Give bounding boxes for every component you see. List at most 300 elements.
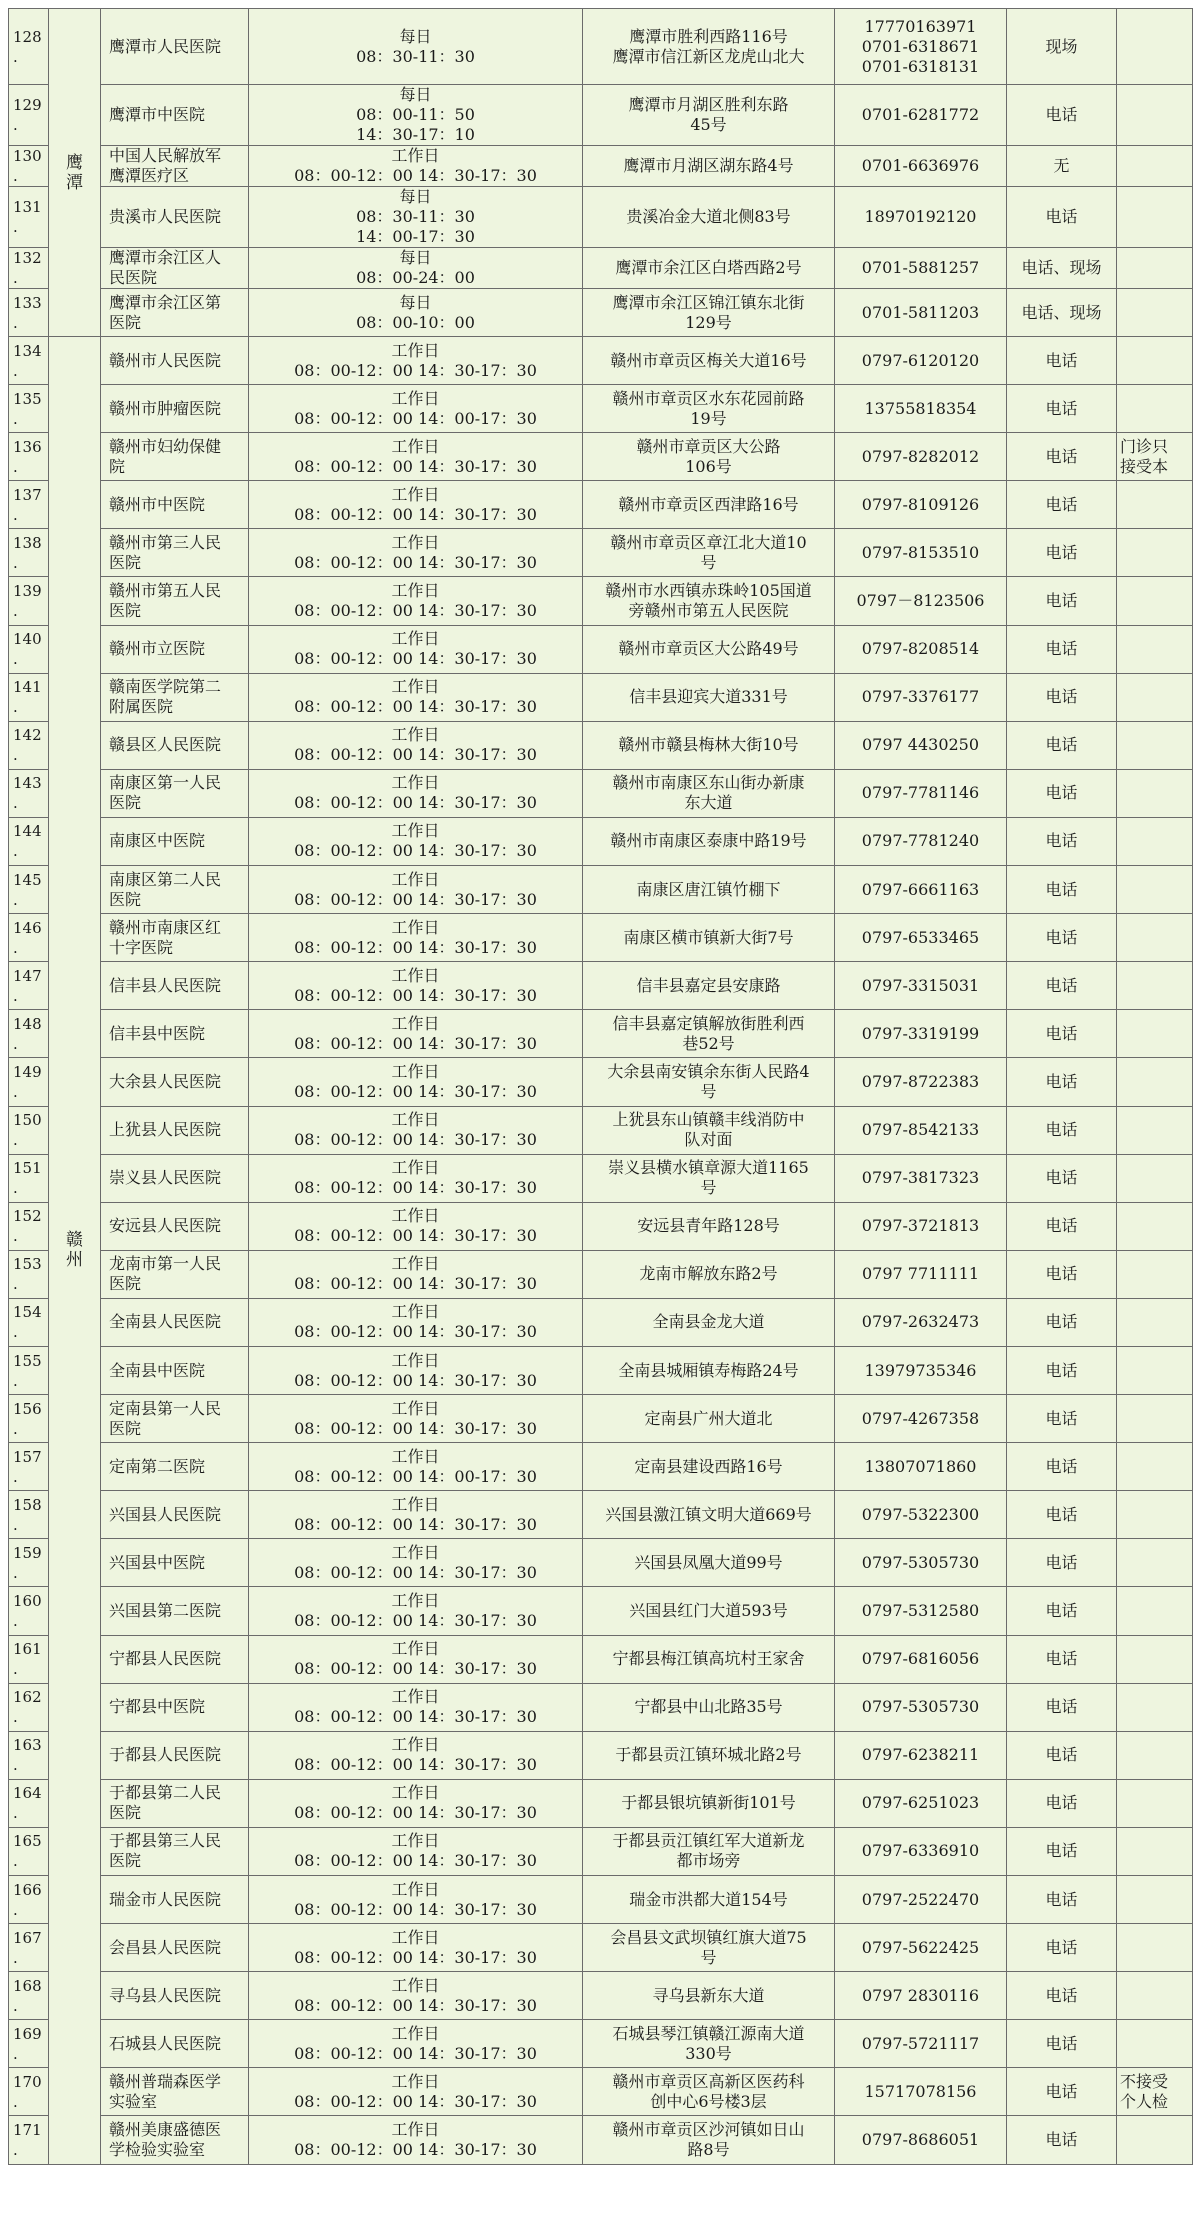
table-row — [9, 385, 1193, 433]
row-number: 164 . — [9, 1779, 49, 1827]
remark — [1117, 1587, 1193, 1635]
table-row — [9, 1587, 1193, 1635]
booking-method: 无 — [1007, 146, 1117, 187]
service-hours: 工作日 08：00-12：00 14：30-17：30 — [249, 433, 583, 481]
hospital-address: 于都县贡江镇环城北路2号 — [583, 1731, 835, 1779]
hospital-name: 鹰潭市余江区第 医院 — [101, 289, 249, 337]
booking-method: 电话 — [1007, 1539, 1117, 1587]
hospital-name: 赣州市人民医院 — [101, 337, 249, 385]
hospital-name: 赣州市妇幼保健 院 — [101, 433, 249, 481]
contact-phone: 0797-3817323 — [835, 1154, 1007, 1202]
hospital-address: 南康区唐江镇竹棚下 — [583, 866, 835, 914]
hospital-name: 鹰潭市人民医院 — [101, 9, 249, 85]
remark — [1117, 337, 1193, 385]
booking-method: 电话 — [1007, 1491, 1117, 1539]
row-number: 133 . — [9, 289, 49, 337]
hospital-address: 宁都县梅江镇高坑村王家舍 — [583, 1635, 835, 1683]
row-number: 150 . — [9, 1106, 49, 1154]
service-hours: 工作日 08：00-12：00 14：30-17：30 — [249, 769, 583, 817]
row-number: 128 . — [9, 9, 49, 85]
city-name: 赣 州 — [49, 337, 101, 2165]
hospital-name: 赣县区人民医院 — [101, 721, 249, 769]
table-body — [9, 9, 1193, 2165]
table-row — [9, 1346, 1193, 1394]
hospital-address: 于都县银坑镇新街101号 — [583, 1779, 835, 1827]
table-row — [9, 433, 1193, 481]
hospital-name: 赣州市第五人民 医院 — [101, 577, 249, 625]
remark — [1117, 385, 1193, 433]
hospital-address: 兴国县红门大道593号 — [583, 1587, 835, 1635]
row-number: 169 . — [9, 2020, 49, 2068]
contact-phone: 0797-2632473 — [835, 1298, 1007, 1346]
row-number: 149 . — [9, 1058, 49, 1106]
contact-phone: 0797-2522470 — [835, 1876, 1007, 1924]
row-number: 171 . — [9, 2116, 49, 2164]
remark: 不接受 个人检 — [1117, 2068, 1193, 2116]
hospital-name: 赣州市南康区红 十字医院 — [101, 914, 249, 962]
hospital-name: 赣州美康盛德医 学检验实验室 — [101, 2116, 249, 2164]
table-row — [9, 866, 1193, 914]
table-row — [9, 337, 1193, 385]
remark — [1117, 1250, 1193, 1298]
table-row — [9, 1731, 1193, 1779]
row-number: 135 . — [9, 385, 49, 433]
service-hours: 工作日 08：00-12：00 14：30-17：30 — [249, 1876, 583, 1924]
hospital-name: 兴国县中医院 — [101, 1539, 249, 1587]
row-number: 145 . — [9, 866, 49, 914]
remark — [1117, 577, 1193, 625]
table-row — [9, 1827, 1193, 1875]
remark — [1117, 673, 1193, 721]
hospital-address: 赣州市章贡区大公路 106号 — [583, 433, 835, 481]
booking-method: 电话 — [1007, 1779, 1117, 1827]
remark — [1117, 1202, 1193, 1250]
hospital-name: 宁都县中医院 — [101, 1683, 249, 1731]
hospital-address: 安远县青年路128号 — [583, 1202, 835, 1250]
row-number: 130 . — [9, 146, 49, 187]
booking-method: 电话 — [1007, 577, 1117, 625]
service-hours: 工作日 08：00-12：00 14：30-17：30 — [249, 914, 583, 962]
remark — [1117, 1106, 1193, 1154]
contact-phone: 0797-8153510 — [835, 529, 1007, 577]
hospital-table — [8, 8, 1192, 2165]
booking-method: 电话 — [1007, 625, 1117, 673]
hospital-name: 全南县中医院 — [101, 1346, 249, 1394]
service-hours: 工作日 08：00-12：00 14：30-17：30 — [249, 673, 583, 721]
table-row — [9, 2068, 1193, 2116]
row-number: 154 . — [9, 1298, 49, 1346]
service-hours: 工作日 08：00-12：00 14：30-17：30 — [249, 1154, 583, 1202]
contact-phone: 13755818354 — [835, 385, 1007, 433]
row-number: 141 . — [9, 673, 49, 721]
hospital-name: 鹰潭市余江区人 民医院 — [101, 248, 249, 289]
contact-phone: 0701-6281772 — [835, 85, 1007, 146]
row-number: 143 . — [9, 769, 49, 817]
booking-method: 电话 — [1007, 1827, 1117, 1875]
remark — [1117, 625, 1193, 673]
service-hours: 工作日 08：00-12：00 14：30-17：30 — [249, 2116, 583, 2164]
service-hours: 工作日 08：00-12：00 14：30-17：30 — [249, 866, 583, 914]
service-hours: 工作日 08：00-12：00 14：30-17：30 — [249, 577, 583, 625]
contact-phone: 0797-5305730 — [835, 1683, 1007, 1731]
table-row — [9, 9, 1193, 85]
hospital-address: 会昌县文武坝镇红旗大道75 号 — [583, 1924, 835, 1972]
row-number: 153 . — [9, 1250, 49, 1298]
table-row — [9, 2116, 1193, 2164]
hospital-address: 兴国县激江镇文明大道669号 — [583, 1491, 835, 1539]
hospital-address: 南康区横市镇新大街7号 — [583, 914, 835, 962]
hospital-name: 贵溪市人民医院 — [101, 187, 249, 248]
hospital-address: 寻乌县新东大道 — [583, 1972, 835, 2020]
service-hours: 工作日 08：00-12：00 14：30-17：30 — [249, 1298, 583, 1346]
table-row — [9, 1058, 1193, 1106]
row-number: 147 . — [9, 962, 49, 1010]
service-hours: 工作日 08：00-12：00 14：30-17：30 — [249, 625, 583, 673]
hospital-name: 兴国县人民医院 — [101, 1491, 249, 1539]
hospital-address: 赣州市章贡区章江北大道10 号 — [583, 529, 835, 577]
remark — [1117, 1491, 1193, 1539]
remark — [1117, 1298, 1193, 1346]
service-hours: 工作日 08：00-12：00 14：30-17：30 — [249, 1010, 583, 1058]
table-row — [9, 1395, 1193, 1443]
row-number: 155 . — [9, 1346, 49, 1394]
contact-phone: 0797-8208514 — [835, 625, 1007, 673]
remark — [1117, 1346, 1193, 1394]
booking-method: 电话 — [1007, 337, 1117, 385]
hospital-name: 崇义县人民医院 — [101, 1154, 249, 1202]
hospital-address: 全南县城厢镇寿梅路24号 — [583, 1346, 835, 1394]
row-number: 167 . — [9, 1924, 49, 1972]
row-number: 168 . — [9, 1972, 49, 2020]
contact-phone: 13979735346 — [835, 1346, 1007, 1394]
row-number: 144 . — [9, 817, 49, 865]
hospital-name: 定南第二医院 — [101, 1443, 249, 1491]
remark — [1117, 248, 1193, 289]
service-hours: 工作日 08：00-12：00 14：30-17：30 — [249, 962, 583, 1010]
hospital-name: 石城县人民医院 — [101, 2020, 249, 2068]
table-row — [9, 1635, 1193, 1683]
contact-phone: 0797-6238211 — [835, 1731, 1007, 1779]
remark — [1117, 1058, 1193, 1106]
hospital-address: 定南县广州大道北 — [583, 1395, 835, 1443]
hospital-address: 上犹县东山镇赣丰线消防中 队对面 — [583, 1106, 835, 1154]
hospital-address: 石城县琴江镇赣江源南大道 330号 — [583, 2020, 835, 2068]
row-number: 134 . — [9, 337, 49, 385]
service-hours: 工作日 08：00-12：00 14：30-17：30 — [249, 1106, 583, 1154]
row-number: 140 . — [9, 625, 49, 673]
hospital-address: 鹰潭市胜利西路116号 鹰潭市信江新区龙虎山北大 — [583, 9, 835, 85]
city-name: 鹰 潭 — [49, 9, 101, 337]
booking-method: 电话 — [1007, 529, 1117, 577]
hospital-name: 赣南医学院第二 附属医院 — [101, 673, 249, 721]
hospital-address: 兴国县凤凰大道99号 — [583, 1539, 835, 1587]
remark — [1117, 1779, 1193, 1827]
booking-method: 电话 — [1007, 866, 1117, 914]
service-hours: 工作日 08：00-12：00 14：00-17：30 — [249, 1443, 583, 1491]
table-row — [9, 2020, 1193, 2068]
contact-phone: 0701-6636976 — [835, 146, 1007, 187]
hospital-name: 鹰潭市中医院 — [101, 85, 249, 146]
hospital-address: 信丰县迎宾大道331号 — [583, 673, 835, 721]
hospital-address: 赣州市赣县梅林大街10号 — [583, 721, 835, 769]
table-row — [9, 962, 1193, 1010]
table-row — [9, 1202, 1193, 1250]
remark — [1117, 1443, 1193, 1491]
hospital-address: 宁都县中山北路35号 — [583, 1683, 835, 1731]
table-row — [9, 146, 1193, 187]
remark — [1117, 769, 1193, 817]
contact-phone: 0797-5305730 — [835, 1539, 1007, 1587]
remark — [1117, 1010, 1193, 1058]
remark — [1117, 1827, 1193, 1875]
remark — [1117, 1635, 1193, 1683]
contact-phone: 0797-6120120 — [835, 337, 1007, 385]
contact-phone: 0797-4267358 — [835, 1395, 1007, 1443]
service-hours: 工作日 08：00-12：00 14：30-17：30 — [249, 817, 583, 865]
table-row — [9, 187, 1193, 248]
hospital-name: 于都县第三人民 医院 — [101, 1827, 249, 1875]
table-row — [9, 1972, 1193, 2020]
service-hours: 工作日 08：00-12：00 14：30-17：30 — [249, 1346, 583, 1394]
hospital-name: 定南县第一人民 医院 — [101, 1395, 249, 1443]
booking-method: 电话 — [1007, 817, 1117, 865]
booking-method: 电话 — [1007, 385, 1117, 433]
service-hours: 工作日 08：00-12：00 14：30-17：30 — [249, 1779, 583, 1827]
row-number: 139 . — [9, 577, 49, 625]
remark — [1117, 187, 1193, 248]
booking-method: 电话、现场 — [1007, 248, 1117, 289]
hospital-address: 赣州市南康区东山街办新康 东大道 — [583, 769, 835, 817]
contact-phone: 0797-8109126 — [835, 481, 1007, 529]
booking-method: 电话 — [1007, 1010, 1117, 1058]
booking-method: 电话 — [1007, 1202, 1117, 1250]
service-hours: 每日 08：30-11：30 — [249, 9, 583, 85]
hospital-address: 龙南市解放东路2号 — [583, 1250, 835, 1298]
contact-phone: 0797-6336910 — [835, 1827, 1007, 1875]
service-hours: 工作日 08：00-12：00 14：30-17：30 — [249, 1058, 583, 1106]
remark — [1117, 2020, 1193, 2068]
service-hours: 工作日 08：00-12：00 14：30-17：30 — [249, 2068, 583, 2116]
contact-phone: 0797-8282012 — [835, 433, 1007, 481]
row-number: 132 . — [9, 248, 49, 289]
row-number: 142 . — [9, 721, 49, 769]
booking-method: 电话 — [1007, 1924, 1117, 1972]
booking-method: 电话 — [1007, 1731, 1117, 1779]
table-row — [9, 1683, 1193, 1731]
hospital-address: 定南县建设西路16号 — [583, 1443, 835, 1491]
booking-method: 电话 — [1007, 1154, 1117, 1202]
remark — [1117, 1731, 1193, 1779]
contact-phone: 0797 7711111 — [835, 1250, 1007, 1298]
row-number: 159 . — [9, 1539, 49, 1587]
row-number: 146 . — [9, 914, 49, 962]
booking-method: 电话 — [1007, 481, 1117, 529]
hospital-name: 信丰县中医院 — [101, 1010, 249, 1058]
hospital-name: 南康区中医院 — [101, 817, 249, 865]
booking-method: 电话 — [1007, 187, 1117, 248]
table-row — [9, 914, 1193, 962]
contact-phone: 0797-8542133 — [835, 1106, 1007, 1154]
service-hours: 工作日 08：00-12：00 14：30-17：30 — [249, 146, 583, 187]
remark — [1117, 289, 1193, 337]
contact-phone: 0797－8123506 — [835, 577, 1007, 625]
contact-phone: 0797-7781146 — [835, 769, 1007, 817]
booking-method: 电话 — [1007, 85, 1117, 146]
service-hours: 工作日 08：00-12：00 14：30-17：30 — [249, 481, 583, 529]
booking-method: 电话 — [1007, 769, 1117, 817]
hospital-address: 信丰县嘉定镇解放街胜利西 巷52号 — [583, 1010, 835, 1058]
booking-method: 电话 — [1007, 673, 1117, 721]
table-row — [9, 1010, 1193, 1058]
contact-phone: 0797-3721813 — [835, 1202, 1007, 1250]
contact-phone: 0797-7781240 — [835, 817, 1007, 865]
booking-method: 电话 — [1007, 1058, 1117, 1106]
table-row — [9, 248, 1193, 289]
service-hours: 工作日 08：00-12：00 14：30-17：30 — [249, 1395, 583, 1443]
hospital-address: 赣州市章贡区大公路49号 — [583, 625, 835, 673]
hospital-name: 赣州市肿瘤医院 — [101, 385, 249, 433]
hospital-address: 赣州市章贡区高新区医药科 创中心6号楼3层 — [583, 2068, 835, 2116]
remark — [1117, 2116, 1193, 2164]
service-hours: 工作日 08：00-12：00 14：30-17：30 — [249, 1587, 583, 1635]
service-hours: 工作日 08：00-12：00 14：30-17：30 — [249, 529, 583, 577]
hospital-name: 瑞金市人民医院 — [101, 1876, 249, 1924]
table-row — [9, 1924, 1193, 1972]
booking-method: 电话 — [1007, 2020, 1117, 2068]
booking-method: 电话 — [1007, 1635, 1117, 1683]
hospital-name: 龙南市第一人民 医院 — [101, 1250, 249, 1298]
row-number: 170 . — [9, 2068, 49, 2116]
hospital-address: 瑞金市洪都大道154号 — [583, 1876, 835, 1924]
service-hours: 工作日 08：00-12：00 14：30-17：30 — [249, 1972, 583, 2020]
table-row — [9, 1298, 1193, 1346]
booking-method: 电话 — [1007, 1106, 1117, 1154]
row-number: 165 . — [9, 1827, 49, 1875]
service-hours: 工作日 08：00-12：00 14：30-17：30 — [249, 1683, 583, 1731]
row-number: 137 . — [9, 481, 49, 529]
table-row — [9, 1539, 1193, 1587]
hospital-address: 贵溪冶金大道北侧83号 — [583, 187, 835, 248]
booking-method: 电话 — [1007, 1683, 1117, 1731]
row-number: 161 . — [9, 1635, 49, 1683]
contact-phone: 0797 4430250 — [835, 721, 1007, 769]
hospital-address: 全南县金龙大道 — [583, 1298, 835, 1346]
service-hours: 每日 08：00-11：50 14：30-17：10 — [249, 85, 583, 146]
contact-phone: 0797-5721117 — [835, 2020, 1007, 2068]
booking-method: 电话 — [1007, 433, 1117, 481]
hospital-name: 会昌县人民医院 — [101, 1924, 249, 1972]
booking-method: 电话 — [1007, 1587, 1117, 1635]
table-row — [9, 1779, 1193, 1827]
contact-phone: 15717078156 — [835, 2068, 1007, 2116]
remark — [1117, 85, 1193, 146]
row-number: 162 . — [9, 1683, 49, 1731]
table-row — [9, 1154, 1193, 1202]
remark — [1117, 1972, 1193, 2020]
hospital-name: 全南县人民医院 — [101, 1298, 249, 1346]
table-row — [9, 817, 1193, 865]
contact-phone: 0797-8722383 — [835, 1058, 1007, 1106]
contact-phone: 0797-8686051 — [835, 2116, 1007, 2164]
row-number: 129 . — [9, 85, 49, 146]
booking-method: 电话 — [1007, 1443, 1117, 1491]
hospital-address: 赣州市章贡区西津路16号 — [583, 481, 835, 529]
row-number: 163 . — [9, 1731, 49, 1779]
remark — [1117, 1539, 1193, 1587]
table-row — [9, 673, 1193, 721]
service-hours: 工作日 08：00-12：00 14：30-17：30 — [249, 337, 583, 385]
contact-phone: 0797-5312580 — [835, 1587, 1007, 1635]
hospital-address: 赣州市章贡区水东花园前路 19号 — [583, 385, 835, 433]
contact-phone: 0701-5881257 — [835, 248, 1007, 289]
hospital-name: 寻乌县人民医院 — [101, 1972, 249, 2020]
hospital-name: 于都县人民医院 — [101, 1731, 249, 1779]
hospital-name: 大余县人民医院 — [101, 1058, 249, 1106]
service-hours: 工作日 08：00-12：00 14：30-17：30 — [249, 2020, 583, 2068]
booking-method: 电话 — [1007, 1395, 1117, 1443]
table-row — [9, 769, 1193, 817]
booking-method: 现场 — [1007, 9, 1117, 85]
contact-phone: 0797-6533465 — [835, 914, 1007, 962]
service-hours: 每日 08：00-10：00 — [249, 289, 583, 337]
remark — [1117, 1154, 1193, 1202]
hospital-name: 信丰县人民医院 — [101, 962, 249, 1010]
remark — [1117, 866, 1193, 914]
remark: 门诊只 接受本 — [1117, 433, 1193, 481]
row-number: 151 . — [9, 1154, 49, 1202]
service-hours: 工作日 08：00-12：00 14：30-17：30 — [249, 1539, 583, 1587]
row-number: 158 . — [9, 1491, 49, 1539]
hospital-name: 南康区第一人民 医院 — [101, 769, 249, 817]
booking-method: 电话 — [1007, 1876, 1117, 1924]
table-row — [9, 577, 1193, 625]
contact-phone: 0797 2830116 — [835, 1972, 1007, 2020]
booking-method: 电话 — [1007, 962, 1117, 1010]
contact-phone: 0701-5811203 — [835, 289, 1007, 337]
hospital-name: 中国人民解放军 鹰潭医疗区 — [101, 146, 249, 187]
remark — [1117, 1683, 1193, 1731]
table-row — [9, 721, 1193, 769]
service-hours: 工作日 08：00-12：00 14：30-17：30 — [249, 1250, 583, 1298]
contact-phone: 0797-3319199 — [835, 1010, 1007, 1058]
hospital-address: 赣州市南康区泰康中路19号 — [583, 817, 835, 865]
contact-phone: 18970192120 — [835, 187, 1007, 248]
contact-phone: 0797-3315031 — [835, 962, 1007, 1010]
hospital-address: 大余县南安镇余东街人民路4 号 — [583, 1058, 835, 1106]
table-row — [9, 1491, 1193, 1539]
booking-method: 电话 — [1007, 1298, 1117, 1346]
hospital-name: 赣州市中医院 — [101, 481, 249, 529]
hospital-name: 于都县第二人民 医院 — [101, 1779, 249, 1827]
hospital-address: 赣州市章贡区梅关大道16号 — [583, 337, 835, 385]
row-number: 156 . — [9, 1395, 49, 1443]
contact-phone: 0797-6251023 — [835, 1779, 1007, 1827]
contact-phone: 0797-3376177 — [835, 673, 1007, 721]
hospital-address: 赣州市章贡区沙河镇如日山 路8号 — [583, 2116, 835, 2164]
booking-method: 电话 — [1007, 1972, 1117, 2020]
table-row — [9, 1106, 1193, 1154]
remark — [1117, 1395, 1193, 1443]
service-hours: 工作日 08：00-12：00 14：30-17：30 — [249, 1635, 583, 1683]
remark — [1117, 1924, 1193, 1972]
row-number: 148 . — [9, 1010, 49, 1058]
contact-phone: 0797-6816056 — [835, 1635, 1007, 1683]
hospital-name: 上犹县人民医院 — [101, 1106, 249, 1154]
booking-method: 电话、现场 — [1007, 289, 1117, 337]
hospital-address: 鹰潭市月湖区胜利东路 45号 — [583, 85, 835, 146]
contact-phone: 13807071860 — [835, 1443, 1007, 1491]
row-number: 136 . — [9, 433, 49, 481]
